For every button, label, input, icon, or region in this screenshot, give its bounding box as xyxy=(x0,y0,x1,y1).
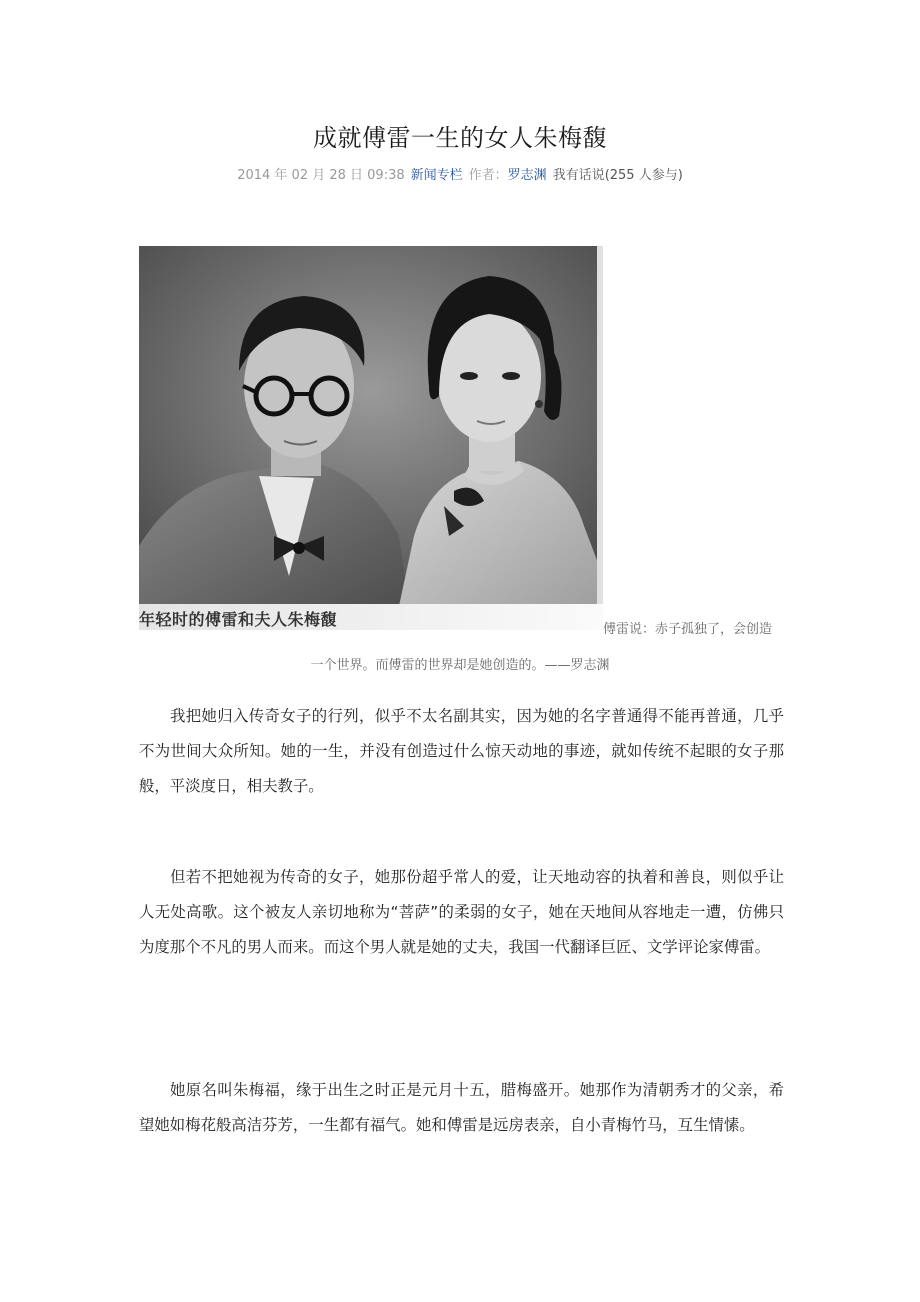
comments-link[interactable]: 我有话说(255 人参与) xyxy=(552,168,683,183)
paragraph-3: 她原名叫朱梅福，缘于出生之时正是元月十五，腊梅盛开。她那作为清朝秀才的父亲，希望她如梅花般高洁芬芳，一生都有福气。她和傅雷是远房表亲，自小青梅竹马，互生情愫。 xyxy=(139,1081,784,1134)
image-caption-line1: 傅雷说：赤子孤独了，会创造 xyxy=(603,622,773,637)
article-title: 成就傅雷一生的女人朱梅馥 xyxy=(313,124,607,152)
portrait-illustration xyxy=(139,246,603,606)
author-link[interactable]: 罗志渊 xyxy=(507,168,547,183)
image-caption-line2: 一个世界。而傅雷的世界却是她创造的。——罗志渊 xyxy=(310,658,610,673)
author-label: 作者： xyxy=(468,168,508,183)
publish-date: 2014 年 02 月 28 日 09:38 xyxy=(237,168,405,183)
article-photo xyxy=(139,246,603,606)
paragraph-1: 我把她归入传奇女子的行列，似乎不太名副其实，因为她的名字普通得不能再普通，几乎不为世间大众所知。她的一生，并没有创造过什么惊天动地的事迹，就如传统不起眼的女子那般，平淡度日，相夫教子。 xyxy=(139,707,784,795)
article-meta xyxy=(0,164,920,183)
paragraph-2: 但若不把她视为传奇的女子，她那份超乎常人的爱，让天地动容的执着和善良，则似乎让人无处高歌。这个被友人亲切地称为“菩萨”的柔弱的女子，她在天地间从容地走一遭，仿佛只为度那个不凡的男人而来。而这个男人就是她的丈夫，我国一代翻译巨匠、文学评论家傅雷。 xyxy=(139,868,784,956)
category-link[interactable]: 新闻专栏 xyxy=(410,168,463,183)
photo-overlay-caption: 年轻时的傅雷和夫人朱梅馥 xyxy=(139,610,338,629)
